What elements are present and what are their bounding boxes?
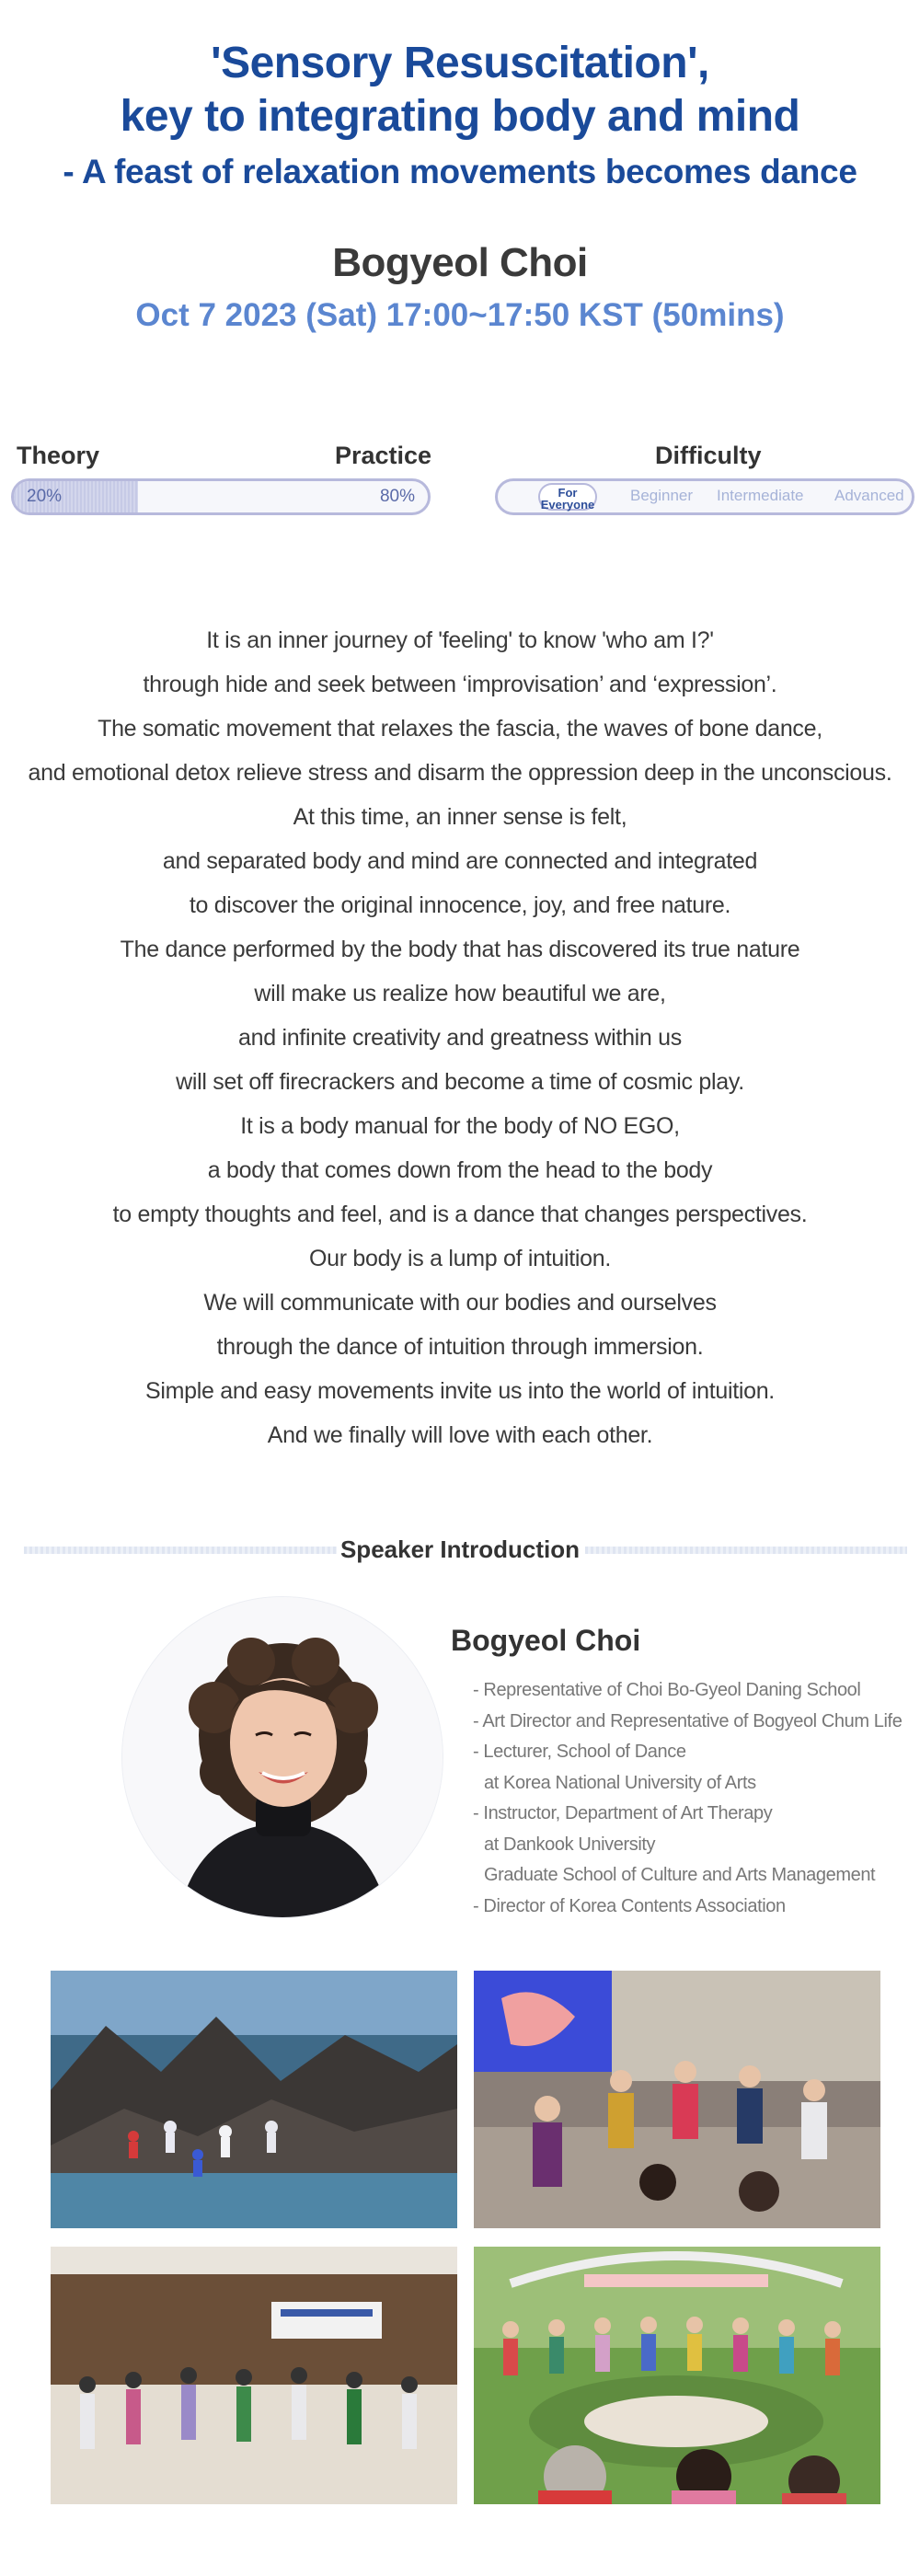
event-title-line-2: key to integrating body and mind [120, 92, 800, 141]
bio-line: - Lecturer, School of Dance [473, 1742, 686, 1762]
description-line: to discover the original innocence, joy, and free nature. [189, 892, 731, 918]
selected-level-line-1: For [558, 486, 578, 500]
speaker-avatar [121, 1596, 443, 1918]
session-meters [0, 440, 920, 523]
description-line: Our body is a lump of intuition. [308, 1246, 612, 1271]
difficulty-advanced: Advanced [834, 487, 904, 504]
description-line: It is a body manual for the body of NO EGO, [240, 1113, 680, 1139]
description-line: At this time, an inner sense is felt, [293, 804, 627, 830]
description-line: Simple and easy movements invite us into the world of intuition. [145, 1378, 775, 1404]
practice-label: Practice [335, 442, 432, 469]
event-datetime: Oct 7 2023 (Sat) 17:00~17:50 KST (50mins) [135, 297, 785, 333]
description-line: will set off firecrackers and become a time of cosmic play. [176, 1069, 744, 1095]
bio-line: at Dankook University [484, 1834, 656, 1855]
speaker-name: Bogyeol Choi [451, 1624, 641, 1657]
description-line: through hide and seek between ‘improvisation’ and ‘expression’. [143, 672, 777, 697]
bio-line: Graduate School of Culture and Arts Management [484, 1865, 876, 1885]
speaker-profile [0, 1596, 920, 1918]
bio-line: - Art Director and Representative of Bogyeol Chum Life [473, 1710, 903, 1731]
session-description [0, 618, 920, 1457]
hero-header [0, 37, 920, 337]
description-line: and infinite creativity and greatness within us [237, 1025, 682, 1051]
speaker-portrait-image [122, 1597, 443, 1918]
photo-seaside-dance [51, 1971, 457, 2228]
bio-line: at Korea National University of Arts [484, 1772, 756, 1793]
description-line: It is an inner journey of 'feeling' to know 'who am I?' [206, 627, 714, 653]
event-subtitle: - A feast of relaxation movements becomes dance [63, 153, 857, 190]
description-line: a body that comes down from the head to the body [207, 1157, 713, 1183]
theory-percent: 20% [27, 487, 63, 506]
description-line: The somatic movement that relaxes the fascia, the waves of bone dance, [98, 716, 822, 742]
speaker-bio [473, 1675, 902, 1922]
difficulty-selected-pill [538, 483, 597, 511]
difficulty-intermediate: Intermediate [717, 487, 804, 504]
photo-hall-dance [51, 2247, 457, 2504]
theory-label: Theory [17, 442, 100, 469]
difficulty-bar [495, 478, 914, 515]
description-line: will make us realize how beautiful we are, [254, 981, 666, 1006]
description-line: and emotional detox relieve stress and disarm the oppression deep in the unconscious. [28, 760, 892, 786]
description-line: And we finally will love with each other. [267, 1422, 653, 1448]
description-line: We will communicate with our bodies and ourselves [203, 1290, 717, 1316]
description-line: through the dance of intuition through immersion. [216, 1334, 704, 1360]
section-title: Speaker Introduction [339, 1535, 581, 1563]
photo-outdoor-circle [474, 2247, 880, 2504]
selected-level-line-2: Everyone [540, 498, 595, 512]
event-title-line-1: 'Sensory Resuscitation', [211, 39, 709, 87]
speaker-name-heading: Bogyeol Choi [332, 240, 588, 285]
description-line: to empty thoughts and feel, and is a dance that changes perspectives. [112, 1202, 808, 1227]
bio-line: - Representative of Choi Bo-Gyeol Daning School [473, 1680, 861, 1700]
photo-indoor-circle-dance [474, 1971, 880, 2228]
practice-percent: 80% [379, 487, 415, 506]
difficulty-label: Difficulty [655, 442, 762, 469]
description-line: and separated body and mind are connected and integrated [162, 848, 758, 874]
theory-practice-bar [11, 478, 431, 515]
bio-line: - Instructor, Department of Art Therapy [473, 1803, 773, 1823]
difficulty-beginner: Beginner [630, 487, 694, 504]
bio-line: - Director of Korea Contents Association [473, 1895, 786, 1916]
speaker-introduction-header [0, 1531, 920, 1568]
description-line: The dance performed by the body that has discovered its true nature [120, 937, 800, 962]
